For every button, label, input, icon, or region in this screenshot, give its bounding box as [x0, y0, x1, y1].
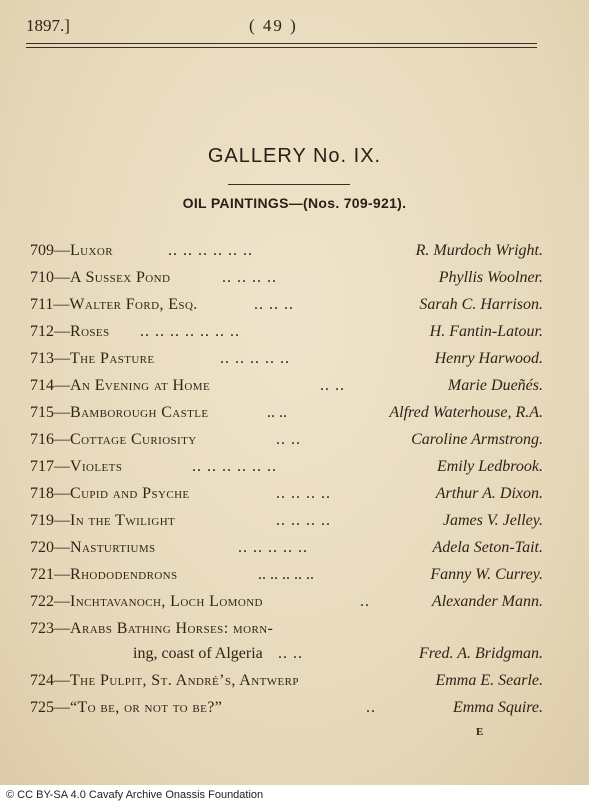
entry-artist: R. Murdoch Wright.: [415, 242, 543, 259]
entry-number: 710—: [30, 269, 70, 286]
entry-title: Walter Ford, Esq.: [69, 296, 198, 313]
entry-number: 709—: [30, 242, 70, 259]
signature-mark: E: [476, 726, 484, 738]
entry-title: The Pasture: [70, 350, 155, 367]
entry-number: 716—: [30, 431, 70, 448]
entry-number: 717—: [30, 458, 70, 475]
list-item: [30, 431, 543, 457]
leader-dots: .. .. .. .. ..: [220, 350, 290, 367]
entry-title: In the Twilight: [70, 512, 176, 529]
header-year: 1897.]: [26, 16, 70, 35]
entry-number: 723—: [30, 620, 70, 637]
header-rule: [26, 43, 537, 44]
entry-title: Bamborough Castle: [70, 404, 209, 421]
leader-dots: .. .. .. .. .. ..: [192, 458, 277, 475]
entry-title: The Pulpit, St. André’s, Antwerp: [70, 672, 299, 689]
entry-artist: Emma Squire.: [452, 699, 543, 716]
list-item: [30, 485, 543, 511]
entry-artist: Marie Dueñés.: [447, 377, 543, 394]
entry-artist: Phyllis Woolner.: [438, 269, 543, 286]
entry-artist: Alfred Waterhouse, R.A.: [389, 404, 543, 421]
entry-number: 713—: [30, 350, 70, 367]
list-item: [30, 699, 543, 725]
list-item-continuation: [30, 645, 543, 671]
entry-title: Roses: [70, 323, 110, 340]
entry-number: 714—: [30, 377, 70, 394]
entry-title: An Evening at Home: [70, 377, 211, 394]
entry-title: Cottage Curiosity: [70, 431, 197, 448]
list-item: [30, 593, 543, 619]
entry-title: A Sussex Pond: [70, 269, 171, 286]
list-item: [30, 620, 543, 646]
leader-dots: .. ..: [278, 645, 303, 662]
entry-artist: Alexander Mann.: [431, 593, 543, 610]
entry-artist: Adela Seton-Tait.: [432, 539, 543, 556]
entry-artist: Henry Harwood.: [434, 350, 543, 367]
leader-dots: .. .. .. ..: [276, 512, 331, 529]
leader-dots: .. ..: [276, 431, 301, 448]
list-item: [30, 539, 543, 565]
gallery-title: GALLERY No. IX.: [207, 145, 382, 167]
entry-artist: Fred. A. Bridgman.: [419, 645, 543, 662]
entry-artist: Emily Ledbrook.: [436, 458, 543, 475]
entry-title: Cupid and Psyche: [70, 485, 190, 502]
leader-dots: .. .. .. ..: [276, 485, 331, 502]
list-item: [30, 242, 543, 268]
entry-title: Rhododendrons: [70, 566, 178, 583]
list-item: [30, 323, 543, 349]
leader-dots: .. .. .. ..: [222, 269, 277, 286]
list-item: [30, 296, 543, 322]
entry-title: Nasturtiums: [70, 539, 156, 556]
license-credit: © CC BY-SA 4.0 Cavafy Archive Onassis Foundation: [6, 789, 264, 801]
list-item: [30, 404, 543, 430]
list-item: [30, 512, 543, 538]
entry-number: 718—: [30, 485, 70, 502]
entry-artist: Sarah C. Harrison.: [419, 296, 543, 313]
entry-artist: Emma E. Searle.: [435, 672, 543, 689]
entry-artist: James V. Jelley.: [442, 512, 543, 529]
header-rule-double: [26, 47, 537, 48]
entry-number: 721—: [30, 566, 70, 583]
leader-dots: ..: [360, 593, 370, 610]
entry-title-continuation: ing, coast of Algeria: [133, 645, 263, 662]
leader-dots: .. ..: [267, 404, 287, 421]
entry-title: Arabs Bathing Horses: morn-: [70, 620, 274, 637]
entry-title: Inchtavanoch, Loch Lomond: [70, 593, 263, 610]
entry-number: 722—: [30, 593, 70, 610]
leader-dots: .. .. ..: [254, 296, 294, 313]
entry-title: Violets: [70, 458, 123, 475]
entry-artist: H. Fantin-Latour.: [429, 323, 543, 340]
entry-title: Luxor: [70, 242, 113, 259]
leader-dots: .. ..: [320, 377, 345, 394]
entry-number: 712—: [30, 323, 70, 340]
list-item: [30, 377, 543, 403]
list-item: [30, 350, 543, 376]
entry-number: 720—: [30, 539, 70, 556]
leader-dots: .. .. .. .. .. .. ..: [140, 323, 240, 340]
leader-dots: .. .. .. .. ..: [258, 566, 314, 583]
section-title: OIL PAINTINGS—(Nos. 709-921).: [182, 195, 407, 211]
entry-artist: Caroline Armstrong.: [411, 431, 543, 448]
entry-number: 725—: [30, 699, 70, 716]
leader-dots: .. .. .. .. .. ..: [168, 242, 253, 259]
leader-dots: ..: [366, 699, 376, 716]
entry-artist: Arthur A. Dixon.: [435, 485, 543, 502]
entry-number: 711—: [30, 296, 70, 313]
list-item: [30, 566, 543, 592]
entry-number: 715—: [30, 404, 70, 421]
entry-title: “To be, or not to be?”: [70, 699, 223, 716]
entry-artist: Fanny W. Currey.: [430, 566, 543, 583]
entry-number: 724—: [30, 672, 70, 689]
entry-number: 719—: [30, 512, 70, 529]
page-number: ( 49 ): [249, 16, 298, 35]
leader-dots: .. .. .. .. ..: [238, 539, 308, 556]
list-item: [30, 672, 543, 698]
list-item: [30, 458, 543, 484]
list-item: [30, 269, 543, 295]
title-divider: [228, 184, 350, 185]
